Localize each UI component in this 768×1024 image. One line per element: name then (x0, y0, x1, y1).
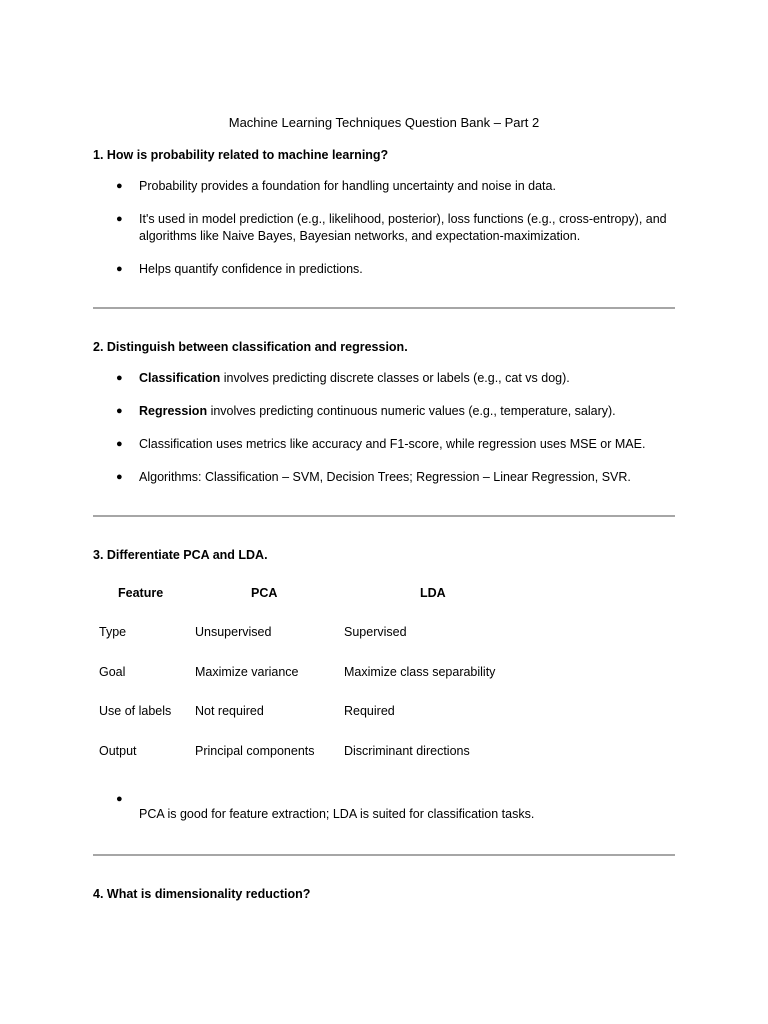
bullet-text (139, 403, 673, 420)
question-4-heading: 4. What is dimensionality reduction? (93, 887, 311, 901)
bold-term: Regression (139, 404, 208, 418)
list-item (93, 261, 673, 278)
section-divider (93, 307, 675, 309)
list-item (93, 178, 673, 195)
table-header-row (93, 586, 653, 604)
bullet-icon: ● (116, 793, 123, 805)
document-title: Machine Learning Techniques Question Bank – Part 2 (228, 115, 540, 130)
table-header-cell: LDA (420, 586, 446, 600)
bullet-icon: ● (116, 263, 123, 275)
table-row (93, 744, 653, 762)
bullet-icon: ● (116, 405, 123, 417)
table-row (93, 704, 653, 722)
table-cell: Unsupervised (195, 625, 272, 639)
bullet-text: Algorithms: Classification – SVM, Decision Trees; Regression – Linear Regression, SVR. (139, 470, 631, 484)
bullet-text: Classification uses metrics like accuracy and F1-score, while regression uses MSE or MAE. (139, 437, 646, 451)
question-1-heading: 1. How is probability related to machine learning? (93, 148, 389, 162)
section-divider (93, 515, 675, 517)
bullet-icon: ● (116, 372, 123, 384)
bullet-text: Probability provides a foundation for handling uncertainty and noise in data. (139, 179, 556, 193)
table-cell: Not required (195, 704, 264, 718)
bullet-text: Helps quantify confidence in predictions. (139, 262, 363, 276)
table-row (93, 625, 653, 643)
list-item (93, 403, 673, 420)
table-cell: Discriminant directions (344, 744, 470, 758)
bullet-text (139, 370, 673, 387)
table-cell: Use of labels (99, 704, 172, 718)
list-item (93, 370, 673, 387)
bold-term: Classification (139, 371, 221, 385)
table-row (93, 665, 653, 683)
bullet-icon: ● (116, 180, 123, 192)
table-cell: Maximize class separability (344, 665, 496, 679)
table-header-cell: PCA (251, 586, 278, 600)
table-cell: Type (99, 625, 127, 639)
bullet-rest: involves predicting continuous numeric values (e.g., temperature, salary). (207, 404, 616, 418)
table-cell: Maximize variance (195, 665, 299, 679)
table-cell: Principal components (195, 744, 315, 758)
table-cell: Goal (99, 665, 126, 679)
bullet-rest: involves predicting discrete classes or labels (e.g., cat vs dog). (220, 371, 570, 385)
bullet-icon: ● (116, 438, 123, 450)
section-divider (93, 854, 675, 856)
table-cell: Supervised (344, 625, 407, 639)
question-2-heading: 2. Distinguish between classification and regression. (93, 340, 408, 354)
bullet-icon: ● (116, 213, 123, 225)
question-2-bullets (93, 370, 673, 486)
bullet-icon: ● (116, 471, 123, 483)
table-cell: Required (344, 704, 395, 718)
table-cell: Output (99, 744, 137, 758)
table-header-cell: Feature (118, 586, 164, 600)
bullet-text: It's used in model prediction (e.g., likelihood, posterior), loss functions (e.g., cross-entropy), and algorithms like Naive Bayes, Bayesian networks, and expectation-maximization. (139, 212, 667, 243)
question-3-note: PCA is good for feature extraction; LDA is suited for classification tasks. (139, 807, 535, 821)
question-3-heading: 3. Differentiate PCA and LDA. (93, 548, 268, 562)
list-item (93, 436, 673, 453)
list-item (93, 469, 673, 486)
question-1-bullets (93, 178, 673, 278)
list-item (93, 211, 673, 245)
